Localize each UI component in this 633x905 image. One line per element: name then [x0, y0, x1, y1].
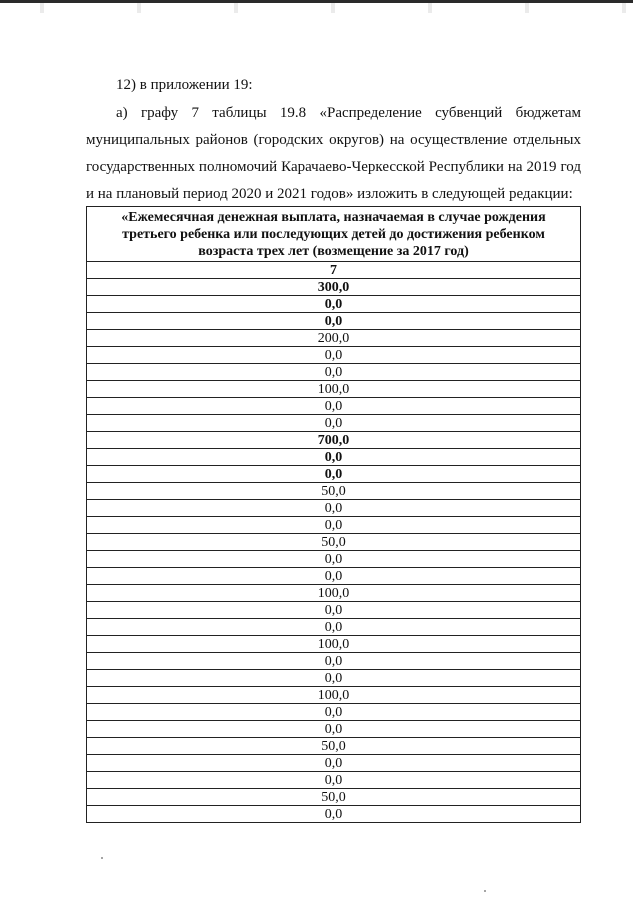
- table-row: [87, 568, 581, 585]
- scan-speck: [101, 857, 103, 859]
- budget-table: [86, 206, 581, 823]
- table-row: [87, 755, 581, 772]
- table-row: [87, 670, 581, 687]
- table-row: [87, 738, 581, 755]
- table-value-cell: 100,0: [87, 585, 581, 602]
- table-value-cell: 100,0: [87, 381, 581, 398]
- table-row: [87, 432, 581, 449]
- table-value-cell: 0,0: [87, 449, 581, 466]
- paragraph-line: государственных полномочий Карачаево-Черкесской Республики на 2019 год: [86, 159, 581, 175]
- table-value-cell: 0,0: [87, 296, 581, 313]
- table-value-cell: 0,0: [87, 551, 581, 568]
- item-heading: 12) в приложении 19:: [116, 77, 253, 93]
- table-row: [87, 381, 581, 398]
- table-row: [87, 602, 581, 619]
- table-value-cell: 50,0: [87, 738, 581, 755]
- table-value-cell: 0,0: [87, 568, 581, 585]
- table-header-row: [87, 207, 581, 262]
- table-row: [87, 296, 581, 313]
- table-value-cell: 0,0: [87, 653, 581, 670]
- table-row: [87, 704, 581, 721]
- table-row: [87, 687, 581, 704]
- table-row: [87, 279, 581, 296]
- table-value-cell: 0,0: [87, 415, 581, 432]
- table-row: [87, 483, 581, 500]
- table-value-cell: 0,0: [87, 772, 581, 789]
- table-row: [87, 789, 581, 806]
- table-value-cell: 0,0: [87, 347, 581, 364]
- table-row: [87, 449, 581, 466]
- paragraph-line: а) графу 7 таблицы 19.8 «Распределение субвенций бюджетам: [116, 105, 581, 121]
- table-value-cell: 0,0: [87, 517, 581, 534]
- table-value-cell: 50,0: [87, 483, 581, 500]
- table-row: [87, 398, 581, 415]
- table-row: [87, 330, 581, 347]
- table-row: [87, 500, 581, 517]
- table-row: [87, 772, 581, 789]
- table-row: [87, 313, 581, 330]
- table-row: [87, 585, 581, 602]
- table-row: [87, 534, 581, 551]
- table-value-cell: 0,0: [87, 670, 581, 687]
- table-row: [87, 364, 581, 381]
- table-row: [87, 636, 581, 653]
- table-value-cell: 0,0: [87, 602, 581, 619]
- column-number-row: [87, 262, 581, 279]
- table-value-cell: 0,0: [87, 619, 581, 636]
- table-header-cell: «Ежемесячная денежная выплата, назначаемая в случае рождения третьего ребенка или последующих детей до достижения ребенком возраста трех лет (возмещение за 2017 год): [87, 207, 581, 262]
- table-value-cell: 700,0: [87, 432, 581, 449]
- table-value-cell: 0,0: [87, 313, 581, 330]
- table-value-cell: 0,0: [87, 500, 581, 517]
- paragraph-line: муниципальных районов (городских округов) на осуществление отдельных: [86, 132, 581, 148]
- table-row: [87, 653, 581, 670]
- table-value-cell: 50,0: [87, 534, 581, 551]
- table-value-cell: 0,0: [87, 806, 581, 823]
- table-value-cell: 0,0: [87, 364, 581, 381]
- table-row: [87, 619, 581, 636]
- table-value-cell: 300,0: [87, 279, 581, 296]
- column-number-cell: 7: [87, 262, 581, 279]
- table-row: [87, 415, 581, 432]
- table-value-cell: 100,0: [87, 687, 581, 704]
- table-value-cell: 0,0: [87, 398, 581, 415]
- table-value-cell: 0,0: [87, 466, 581, 483]
- table-value-cell: 200,0: [87, 330, 581, 347]
- scan-noise: [0, 3, 633, 13]
- scan-speck: [484, 890, 486, 892]
- paragraph-line: и на плановый период 2020 и 2021 годов» изложить в следующей редакции:: [86, 186, 573, 202]
- table-value-cell: 0,0: [87, 704, 581, 721]
- table-value-cell: 50,0: [87, 789, 581, 806]
- table-value-cell: 100,0: [87, 636, 581, 653]
- table-row: [87, 721, 581, 738]
- table-row: [87, 551, 581, 568]
- table-row: [87, 806, 581, 823]
- table-row: [87, 347, 581, 364]
- table-value-cell: 0,0: [87, 755, 581, 772]
- table-row: [87, 517, 581, 534]
- table-row: [87, 466, 581, 483]
- table-value-cell: 0,0: [87, 721, 581, 738]
